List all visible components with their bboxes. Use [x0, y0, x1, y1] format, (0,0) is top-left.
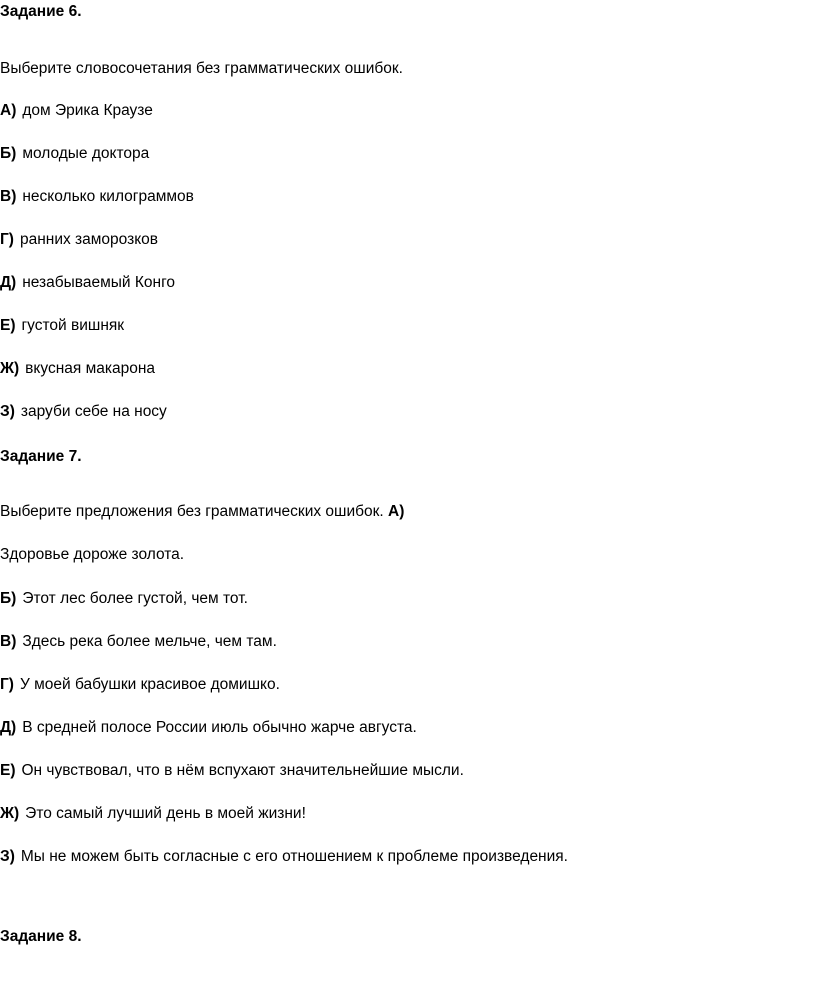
option-letter: В) [0, 188, 17, 205]
option-text: Этот лес более густой, чем тот. [22, 590, 248, 607]
option-letter: Е) [0, 317, 16, 334]
task7-instruction [0, 502, 404, 522]
task6-option [0, 273, 175, 293]
task6-option [0, 402, 167, 422]
option-text: несколько килограммов [22, 188, 194, 205]
option-letter: Д) [0, 274, 17, 291]
task7-option [0, 847, 568, 867]
task6-heading: Задание 6. [0, 3, 82, 20]
task7-option [0, 675, 280, 695]
task8-heading: Задание 8. [0, 928, 82, 945]
task6-option [0, 101, 153, 121]
option-letter: Б) [0, 590, 17, 607]
option-letter: З) [0, 403, 15, 420]
option-letter: Е) [0, 762, 16, 779]
option-letter: А) [388, 503, 405, 520]
option-text: В средней полосе России июль обычно жарче августа. [22, 719, 417, 736]
option-letter: З) [0, 848, 15, 865]
task6-option [0, 144, 149, 164]
option-letter: Ж) [0, 360, 20, 377]
option-text: Он чувствовал, что в нём вспухают значительнейшие мысли. [21, 762, 464, 779]
option-text: незабываемый Конго [22, 274, 176, 291]
option-letter: В) [0, 633, 17, 650]
option-letter: Ж) [0, 805, 20, 822]
task7-heading: Задание 7. [0, 448, 82, 465]
task7-option-first-text: Здоровье дороже золота. [0, 546, 185, 563]
option-letter: Г) [0, 676, 14, 693]
option-text: заруби себе на носу [20, 403, 167, 420]
option-text: молодые доктора [22, 145, 150, 162]
option-text: дом Эрика Краузе [22, 102, 153, 119]
task7-option [0, 632, 277, 652]
option-text: Мы не можем быть согласные с его отношением к проблеме произведения. [20, 848, 568, 865]
instruction-text: Выберите предложения без грамматических ошибок. [0, 503, 384, 520]
option-text: вкусная макарона [25, 360, 156, 377]
task7-option [0, 804, 306, 824]
task6-instruction: Выберите словосочетания без грамматических ошибок. [0, 60, 403, 77]
option-text: ранних заморозков [19, 231, 159, 248]
option-letter: А) [0, 102, 17, 119]
option-letter: Д) [0, 719, 17, 736]
task7-option [0, 589, 248, 609]
task7-option [0, 718, 417, 738]
task6-option [0, 316, 124, 336]
task6-option [0, 230, 158, 250]
task7-option [0, 761, 464, 781]
option-letter: Б) [0, 145, 17, 162]
option-text: У моей бабушки красивое домишко. [19, 676, 280, 693]
option-letter: Г) [0, 231, 14, 248]
option-text: Здесь река более мельче, чем там. [22, 633, 277, 650]
option-text: густой вишняк [21, 317, 125, 334]
option-text: Это самый лучший день в моей жизни! [25, 805, 306, 822]
task6-option [0, 187, 194, 207]
task6-option [0, 359, 155, 379]
